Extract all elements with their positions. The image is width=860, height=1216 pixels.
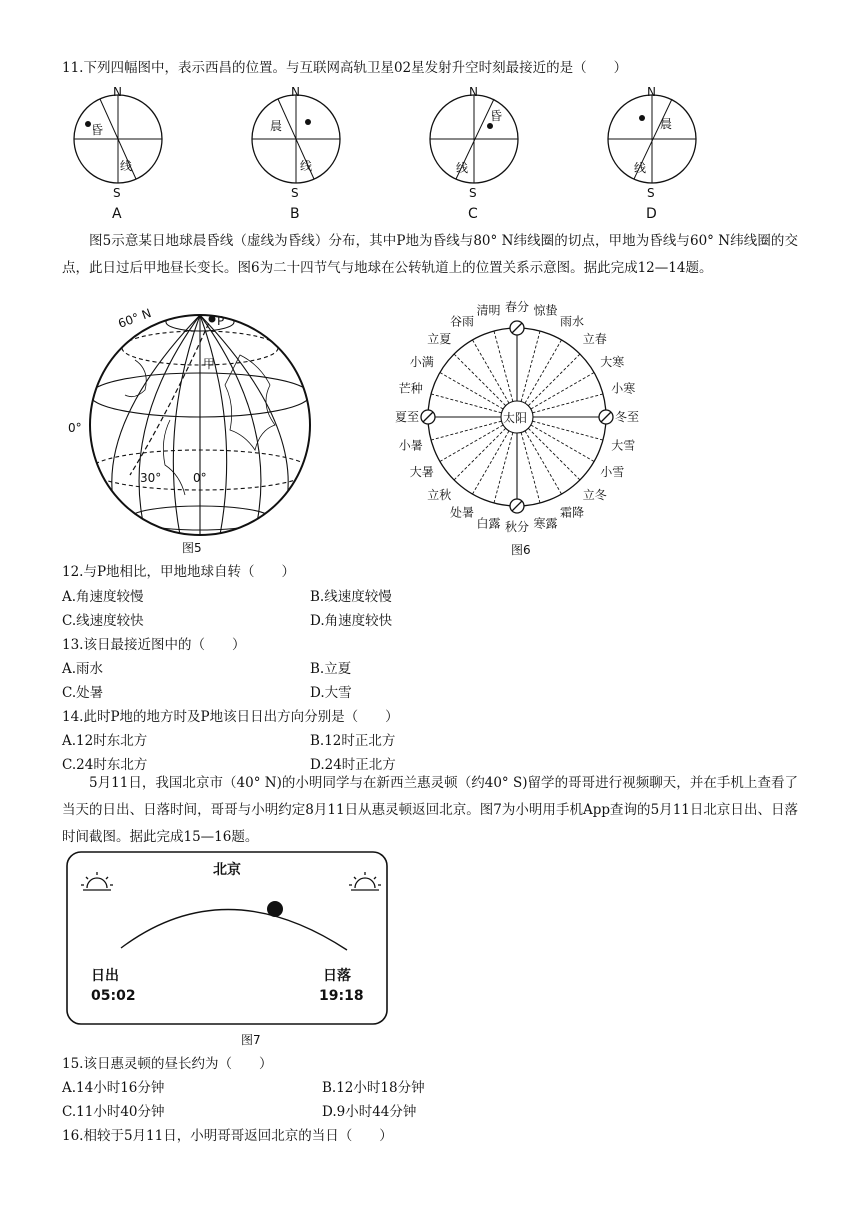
q15-option-c[interactable]: C.11小时40分钟 [62,1104,165,1120]
diagram-letter: C [468,206,478,222]
n-label: N [469,85,478,99]
sunrise-time: 05:02 [91,988,136,1004]
q13-option-c[interactable]: C.处暑 [62,685,104,701]
solar-term-spoke [532,394,603,413]
q14-option-d[interactable]: D.24时正北方 [310,757,396,773]
terminator-label-lower: 线 [634,161,647,175]
solar-term-spoke [531,425,594,462]
q12-option-d[interactable]: D.角速度较快 [310,613,393,629]
solar-term-label: 小暑 [398,438,423,453]
solar-term-label: 处暑 [449,505,475,520]
sunset-label: 日落 [323,968,351,984]
n-label: N [291,85,300,99]
q11-diagram-a [60,86,180,226]
solar-term-spoke [531,373,594,410]
terminator-label-lower: 线 [120,159,133,173]
label-p: P [217,314,225,328]
solar-term-label: 春分 [504,300,530,314]
s-label: S [469,186,477,200]
label-equator: 0° [68,421,82,435]
question-15-stem: 15.该日惠灵顿的昼长约为（ ） [62,1056,273,1072]
solar-term-label: 谷雨 [449,314,475,329]
s-label: S [113,186,121,200]
terminator-label-upper: 晨 [270,119,283,133]
solar-term-spoke [525,340,562,403]
question-16-stem: 16.相较于5月11日，小明哥哥返回北京的当日（ ） [62,1128,393,1144]
solar-term-label: 大暑 [409,465,434,479]
label-0-lon: 0° [193,471,207,485]
solar-term-spoke [494,432,513,503]
solar-term-spoke [431,394,502,413]
figure-7-caption: 图7 [241,1033,261,1047]
question-12-stem: 12.与P地相比，甲地地球自转（ ） [62,564,296,580]
q13-option-d[interactable]: D.大雪 [310,685,352,701]
solar-term-label: 小满 [409,355,434,369]
earth-marker [510,499,524,513]
solar-term-label: 白露 [476,516,501,531]
question-14-stem: 14.此时P地的地方时及P地该日日出方向分别是（ ） [62,709,399,725]
solar-term-spoke [528,354,580,406]
q11-diagram-c [416,86,536,226]
solar-term-label: 秋分 [504,520,530,534]
s-label: S [291,186,299,200]
solar-term-label: 立春 [582,332,607,347]
solar-term-label: 小寒 [611,381,636,396]
solar-term-label: 雨水 [559,314,585,329]
solar-term-spoke [494,331,513,402]
terminator-label-upper: 昏 [490,109,503,123]
label-30-lon: 30° [140,471,162,485]
q12-option-a[interactable]: A.角速度较慢 [62,589,144,605]
q11-diagram-d [594,86,714,226]
solar-term-label: 大雪 [611,438,636,453]
solar-term-label: 霜降 [559,505,585,520]
figure-5-caption: 图5 [182,541,202,555]
sun-label: 太阳 [503,411,528,425]
solar-term-spoke [525,431,562,494]
solar-term-spoke [473,340,510,403]
solar-term-label: 清明 [476,303,501,318]
solar-term-spoke [521,331,540,402]
city-label: 北京 [213,862,241,878]
terminator-label-lower: 线 [300,159,313,173]
solar-term-label: 芒种 [398,381,423,396]
diagram-letter: A [112,206,122,222]
solar-term-spoke [473,431,510,494]
q15-option-b[interactable]: B.12小时18分钟 [322,1080,425,1096]
solar-term-label: 冬至 [614,410,640,424]
figure-7-sunrise-sunset [65,850,405,1050]
solar-term-label: 惊蛰 [533,303,558,318]
solar-term-label: 小雪 [600,465,625,479]
q13-option-b[interactable]: B.立夏 [310,661,352,677]
q12-option-c[interactable]: C.线速度较快 [62,613,144,629]
solar-term-spoke [440,425,503,462]
diagram-letter: B [290,206,300,222]
n-label: N [113,85,122,99]
solar-term-spoke [521,432,540,503]
figure-5-globe [60,300,360,560]
earth-marker [510,321,524,335]
solar-term-spoke [454,354,506,406]
q14-option-c[interactable]: C.24时东北方 [62,757,148,773]
solar-term-label: 寒露 [533,516,558,531]
solar-term-spoke [431,421,502,440]
q15-option-a[interactable]: A.14小时16分钟 [62,1080,165,1096]
figure-6-solar-terms [370,298,660,560]
solar-term-spoke [532,421,603,440]
sunrise-label: 日出 [91,968,119,984]
solar-term-label: 大寒 [600,355,625,369]
q14-option-a[interactable]: A.12时东北方 [62,733,148,749]
q12-option-b[interactable]: B.线速度较慢 [310,589,392,605]
label-60n: 60° N [116,306,154,331]
q11-diagram-b [238,86,358,226]
solar-term-spoke [528,428,580,480]
solar-term-spoke [454,428,506,480]
label-jia: 甲 [203,357,216,371]
n-label: N [647,85,656,99]
sunrise-icon [81,872,113,890]
solar-term-spoke [440,373,503,410]
sunset-icon [349,872,381,890]
intro-paragraph-12-14: 图5示意某日地球晨昏线（虚线为昏线）分布，其中P地为昏线与80° N纬线圈的切点，甲地为昏线与60° N纬线圈的交点，此日过后甲地昼长变长。图6为二十四节气与地球在公转轨道上的位置关系示意图。据此完成12—14题。 [62,233,798,276]
earth-marker [599,410,613,424]
solar-term-label: 立夏 [427,332,452,347]
diagram-letter: D [646,206,657,222]
question-11-stem: 11.下列四幅图中，表示西昌的位置。与互联网高轨卫星02星发射升空时刻最接近的是（ ） [62,60,628,76]
sunset-time: 19:18 [319,988,364,1004]
earth-marker [421,410,435,424]
solar-term-label: 立冬 [582,487,607,502]
solar-term-label: 夏至 [394,410,420,424]
q14-option-b[interactable]: B.12时正北方 [310,733,396,749]
s-label: S [647,186,655,200]
intro-paragraph-15-16: 5月11日，我国北京市（40° N)的小明同学与在新西兰惠灵顿（约40° S)留学的哥哥进行视频聊天，并在手机上查看了当天的日出、日落时间，哥哥与小明约定8月11日从惠灵顿返回北京。图7为小明用手机App查询的5月11日北京日出、日落时间截图。据此完成15—16题。 [62,775,798,845]
terminator-label-upper: 晨 [660,117,673,131]
solar-term-label: 立秋 [427,487,452,502]
figure-6-caption: 图6 [511,543,531,557]
question-13-stem: 13.该日最接近图中的（ ） [62,637,246,653]
q15-option-d[interactable]: D.9小时44分钟 [322,1104,417,1120]
q13-option-a[interactable]: A.雨水 [62,661,104,677]
terminator-label-upper: 昏 [91,123,104,137]
terminator-label-lower: 线 [456,161,469,175]
